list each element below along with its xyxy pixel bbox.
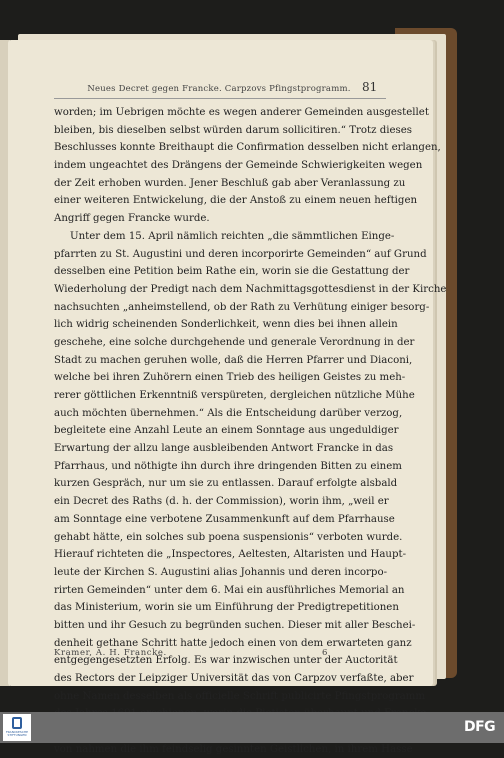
text-line: Stadt zu machen geruhen wolle, daß die Herren Pfarrer und Diaconi, — [54, 354, 413, 366]
franckesche-stiftungen-logo — [3, 714, 31, 741]
text-line: der Zeit erhoben wurden. Jener Beschluß gab aber Veranlassung zu — [54, 177, 406, 189]
text-line: nachsuchten „anheimstellend, ob der Rath zu Verhütung einiger besorg- — [54, 301, 430, 313]
text-line: Unter dem 15. April nämlich reichten „die sämmtlichen Einge- — [70, 230, 395, 242]
text-line: kurzen Gespräch, nur um sie zu entlassen. Darauf erfolgte alsbald — [54, 478, 398, 490]
text-line: des Rectors der Leipziger Universität das von Carpzov verfaßte, aber — [54, 673, 414, 684]
text-line: leute der Kirchen S. Augustini alias Johannis und deren incorpo- — [54, 566, 388, 578]
logo-left-text: FRANCKESCHE STIFTUNGEN — [5, 730, 29, 738]
text-line: einer weiteren Entwickelung, die der Anstoß zu einem neuen heftigen — [54, 195, 418, 207]
text-line: rerer göttlichen Erkenntniß verspüreten, dergleichen nützliche Mühe — [54, 390, 415, 401]
text-line: pfarrten zu St. Augustini und deren incorporirte Gemeinden“ auf Grund — [54, 248, 427, 260]
running-head: Neues Decret gegen Francke. Carpzovs Pfingstprogramm. — [87, 84, 351, 94]
text-line: Beschlusses konnte Breithaupt die Confirmation desselben nicht erlangen, — [54, 142, 441, 154]
text-line: Erwartung der allzu lange ausbleibenden Antwort Francke in das — [54, 443, 394, 455]
text-line: worden; im Uebrigen möchte es wegen anderer Gemeinden ausgestellet — [54, 107, 429, 118]
text-line: gehabt hätte, ein solches sub poena suspensionis“ verboten wurde. — [54, 531, 403, 543]
page-footer — [54, 648, 384, 662]
text-line: lich widrig scheinenden Sonderlichkeit, wenn dies bei ihnen allein — [54, 319, 398, 331]
text-line: welche bei ihren Zuhörern einen Trieb des heiligen Geistes zu meh- — [54, 372, 406, 384]
text-line: rirten Gemeinden“ unter dem 6. Mai ein ausführliches Memorial an — [54, 584, 405, 596]
institution-mark-icon — [12, 717, 22, 729]
text-line: Angriff gegen Francke wurde. — [54, 213, 210, 225]
text-line: entgegengesetzten Erfolg. Es war inzwischen unter der Auctorität — [54, 655, 398, 667]
text-line: bitten und ihr Gesuch zu begründen suchen. Dieser mit aller Beschei- — [54, 619, 416, 631]
text-line: ohne Namen desselben als officielle Schrift publicirte Pfingstprogramm — [54, 690, 426, 702]
text-line: Pfarrhaus, und nöthigte ihn durch ihre dringenden Bitten zu einem — [54, 460, 402, 472]
header-rule — [54, 98, 386, 99]
viewer-bottom-bar — [0, 712, 504, 743]
text-line: am Sonntage eine verbotene Zusammenkunft auf dem Pfarrhause — [54, 513, 395, 525]
text-line: ein Decret des Raths (d. h. der Commission), worin ihm, „weil er — [54, 496, 389, 508]
dfg-logo: DFG — [464, 719, 496, 735]
text-line: desselben eine Petition beim Rathe ein, worin sie die Gestattung der — [54, 266, 410, 278]
text-line: bleiben, bis dieselben selbst würden darum sollicitiren.“ Trotz dieses — [54, 124, 412, 136]
footer-signature: 6 — [322, 648, 328, 658]
text-line: Wiederholung der Predigt nach dem Nachmittagsgottesdienst in der Kirche — [54, 283, 447, 295]
text-line: Hierauf richteten die „Inspectores, Aeltesten, Altaristen und Haupt- — [54, 549, 407, 561]
text-line: von nahmen die ihm feindselig gesinnten Geistlichen, in ihrem Hasse — [54, 743, 413, 755]
text-line: begleitete eine Anzahl Leute an einem Sonntage aus ungeduldiger — [54, 425, 399, 437]
text-line: auch möchten übernehmen.“ Als die Entscheidung darüber verzog, — [54, 407, 403, 419]
text-line: denheit gethane Schritt hatte jedoch einen von dem erwarteten ganz — [54, 637, 412, 649]
footer-author: Kramer, A. H. Francke. — [54, 648, 167, 658]
text-line: geschehe, eine solche durchgehende und generale Verordnung in der — [54, 336, 415, 348]
page-number: 81 — [362, 80, 378, 94]
text-line: indem ungeachtet des Drängens der Gemeinde Schwierigkeiten wegen — [54, 160, 423, 172]
text-line: das Ministerium, worin sie um Einführung der Predigtrepetitionen — [54, 602, 399, 614]
